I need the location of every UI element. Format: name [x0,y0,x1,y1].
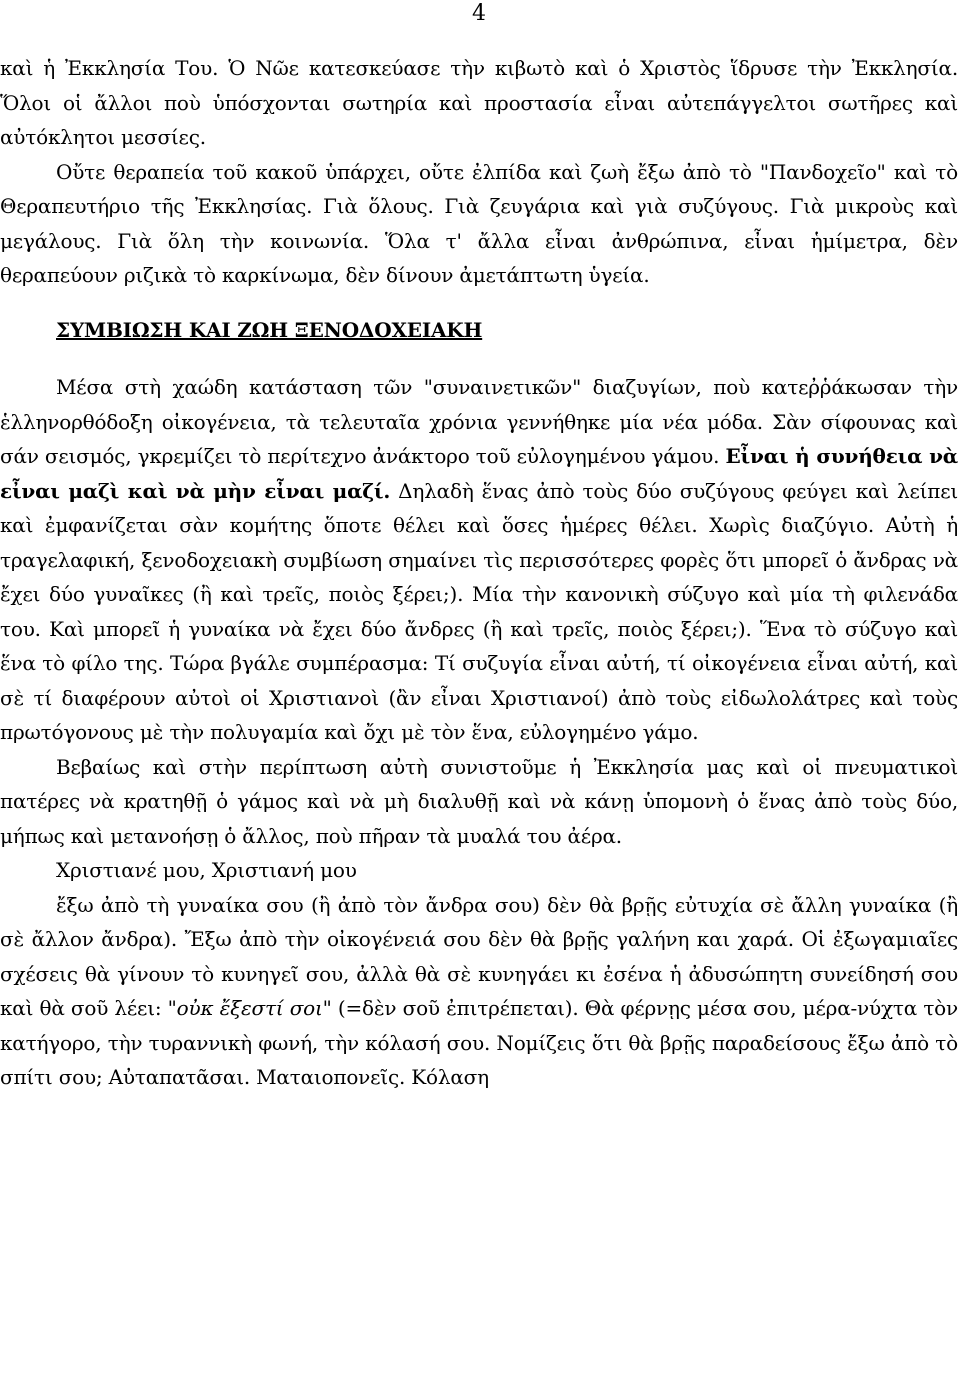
section-heading: ΣΥΜΒΙΩΣΗ ΚΑΙ ΖΩΗ ΞΕΝΟΔΟΧΕΙΑΚΗ [56,317,483,342]
page-number: 4 [472,1,486,26]
document-body [0,51,958,1095]
paragraph-church-advice: Βεβαίως καὶ στὴν περίπτωση αὐτὴ συνιστοῦμε ἡ Ἐκκλησία μας καὶ οἱ πνευματικοὶ πατέρες νὰ κρατηθῇ ὁ γάμος καὶ νὰ μὴ διαλυθῇ καὶ νὰ κάνῃ ὑπομονὴ ὁ ἕνας ἀπὸ τοὺς δύο, μήπως καὶ μετανοήσῃ ὁ ἄλλος, ποὺ πῆραν τὰ μυαλά του ἀέρα. [0,754,958,848]
paragraph-therapy: Οὔτε θεραπεία τοῦ κακοῦ ὑπάρχει, οὔτε ἐλπίδα καὶ ζωὴ ἔξω ἀπὸ τὸ "Πανδοχεῖο" καὶ τὸ Θεραπευτήριο τῆς Ἐκκλησίας. Γιὰ ὅλους. Γιὰ ζευγάρια καὶ γιὰ συζύγους. Γιὰ μικροὺς καὶ μεγάλους. Γιὰ ὅλη τὴν κοινωνία. Ὅλα τ' ἄλλα εἶναι ἀνθρώπινα, εἶναι ἡμίμετρα, δὲν θεραπεύουν ριζικὰ τὸ καρκίνωμα, δὲν δίνουν ἀμετάπτωτη ὑγεία. [0,159,958,287]
paragraph-exhortation-end: " (=δὲν σοῦ ἐπιτρέπεται). Θὰ φέρνῃς μέσα σου, μέρα-νύχτα τὸν κατήγορο, τὴν τυραννικὴ φωνή, τὴν κόλασή σου. Νομίζεις ὅτι θὰ βρῇς παραδείσους ἔξω ἀπὸ τὸ σπίτι σου; Αὐταπατᾶσαι. Ματαιοπονεῖς. Κόλαση [0,996,958,1089]
paragraph-continuation: καὶ ἡ Ἐκκλησία Του. Ὁ Νῶε κατεσκεύασε τὴν κιβωτὸ καὶ ὁ Χριστὸς ἵδρυσε τὴν Ἐκκλησία. Ὅλοι οἱ ἄλλοι ποὺ ὑπόσχονται σωτηρία καὶ προστασία εἶναι αὐτεπάγγελτοι σωτῆρες καὶ αὐτόκλητοι μεσσίες. [0,56,958,149]
paragraph-exhortation-start: ἔξω ἀπὸ τὴ γυναίκα σου (ἢ ἀπὸ τὸν ἄνδρα σου) δὲν θὰ βρῇς εὐτυχία σὲ ἄλλη γυναίκα (ἢ σὲ ἄλλον ἄνδρα). Ἔξω ἀπὸ τὴν οἰκογένειά σου δὲν θὰ βρῇς γαλήνη και χαρά. Οἱ ἐξωγαμιαῖες σχέσεις θὰ γίνουν τὸ κυνηγεῖ σου, ἀλλὰ θὰ σὲ κυνηγάει κι ἐσένα ἡ ἀδυσώπητη συνείδησή σου καὶ θὰ σοῦ λέει: " [0,892,958,1020]
paragraph-cohabitation-body: Δηλαδὴ ἕνας ἀπὸ τοὺς δύο συζύγους φεύγει καὶ λείπει καὶ ἐμφανίζεται σὰν κομήτης ὅποτε θέλει καὶ ὅσες ἡμέρες θέλει. Χωρὶς διαζύγιο. Αὐτὴ ἡ τραγελαφική, ξενοδοχειακὴ συμβίωση σημαίνει τὶς περισσότερες φορὲς ὅτι μπορεῖ ὁ ἄνδρας νὰ ἔχει δύο γυναῖκες (ἢ καὶ τρεῖς, ποιὸς ξέρει;). Μία τὴν κανονικὴ σύζυγο καὶ μία τὴ φιλενάδα του. Καὶ μπορεῖ ἡ γυναίκα νὰ ἔχει δύο ἄνδρες (ἢ καὶ τρεῖς, ποιὸς ξέρει;). Ἕνα τὸ σύζυγο καὶ ἕνα τὸ φίλο της. Τώρα βγάλε συμπέρασμα: Τί συζυγία εἶναι αὐτή, τί οἰκογένεια εἶναι αὐτή, καὶ σὲ τί διαφέρουν αὐτοὶ οἱ Χριστιανοὶ (ἂν εἶναι Χριστιανοί) ἀπὸ τοὺς εἰδωλολάτρες καὶ τοὺς πρωτόγονους μὲ τὴν πολυγαμία καὶ ὄχι μὲ τὸν ἕνα, εὐλογημένο γάμο. [0,478,958,744]
paragraph-address: Χριστιανέ μου, Χριστιανή μου [56,858,357,882]
paragraph-cohabitation [0,370,958,750]
paragraph-cohabitation-intro: Μέσα στὴ χαώδη κατάσταση τῶν "συναινετικῶν" διαζυγίων, ποὺ κατεῤῥάκωσαν τὴν ἑλληνορθόδοξη οἰκογένεια, τὰ τελευταῖα χρόνια γεννήθηκε μία νέα μόδα. Σὰν σίφουνας καὶ σάν σεισμός, γκρεμίζει τὸ περίτεχνο ἀνάκτορο τοῦ εὐλογημένου γάμου. [0,375,958,468]
paragraph-cohabitation-emphasis: Εἶναι ἡ συνήθεια νὰ εἶναι μαζὶ καὶ νὰ μὴν εἶναι μαζί. [0,444,958,503]
paragraph-exhortation-quote: οὐκ ἔξεστί σοι [176,996,323,1020]
paragraph-exhortation [0,888,958,1095]
